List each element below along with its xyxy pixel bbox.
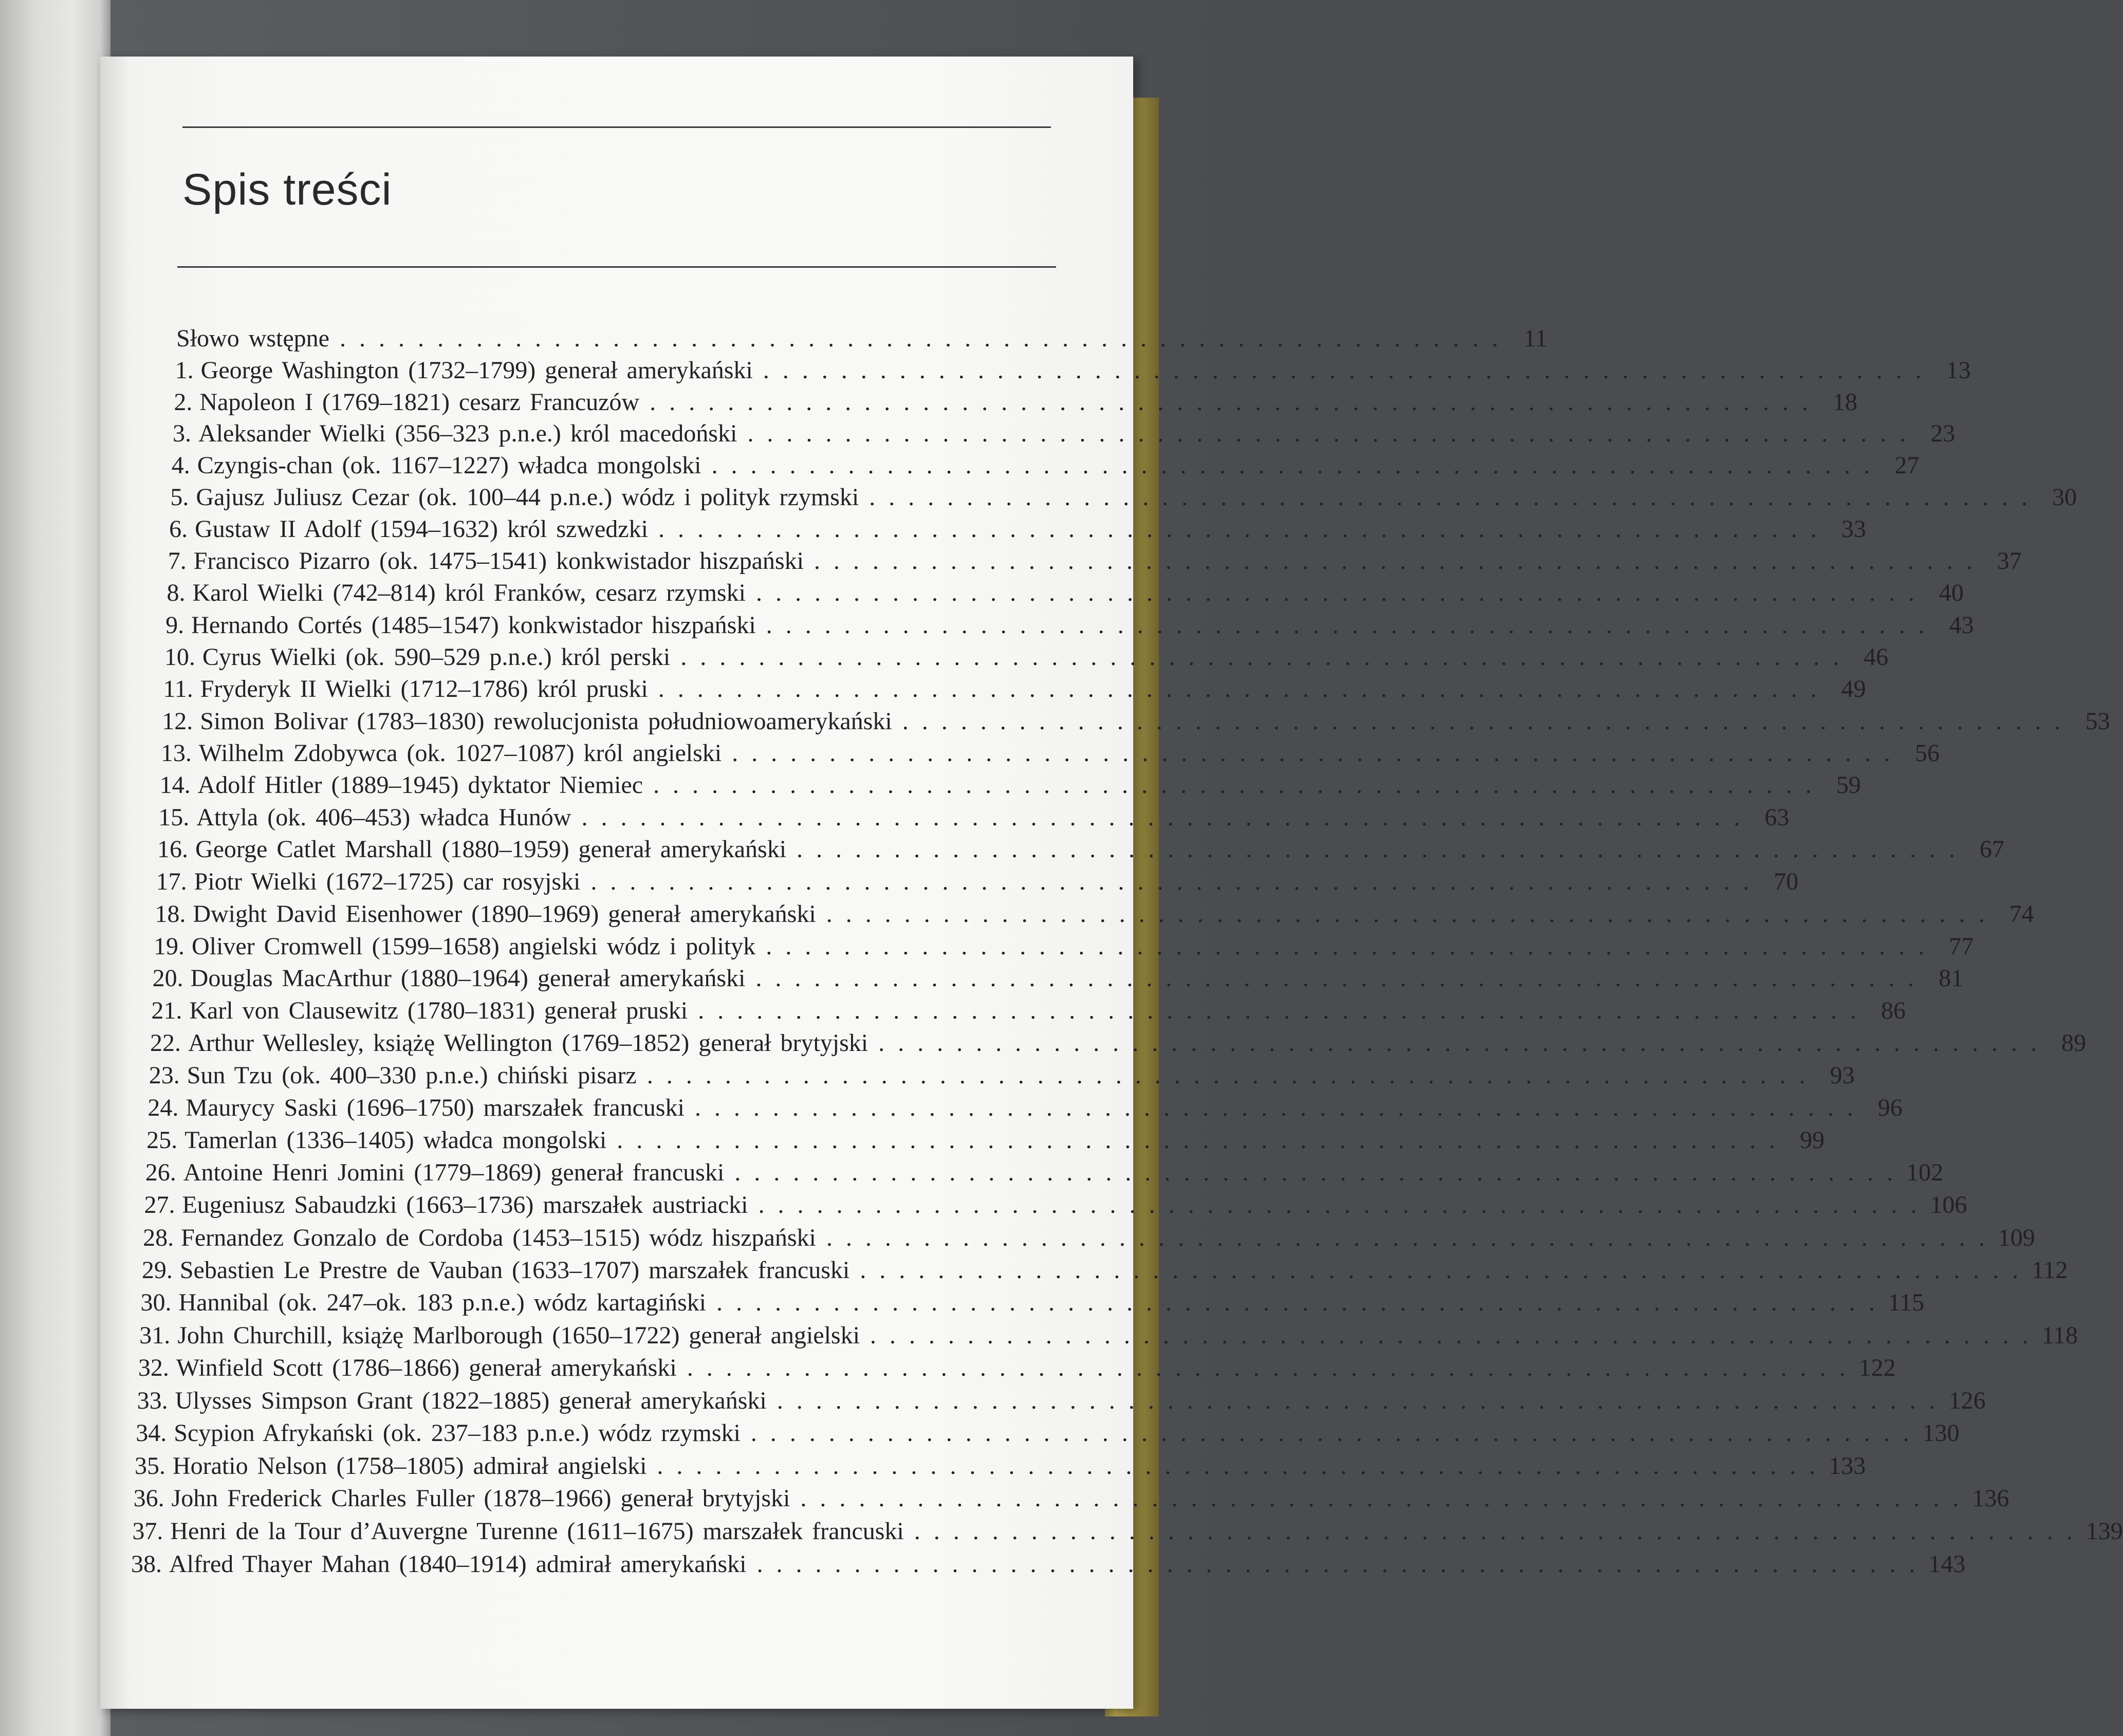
toc-leader-dots: ............................................................ <box>617 1126 1789 1154</box>
toc-entry <box>164 642 1889 672</box>
toc-entry-title: Ulysses Simpson Grant (1822–1885) generał amerykański <box>175 1387 767 1414</box>
toc-entry-number: 5. <box>170 484 189 511</box>
toc-leader-dots: ............................................................ <box>766 932 1938 960</box>
toc-entry-page: 130 <box>1922 1419 1960 1447</box>
toc-entry <box>156 867 1799 897</box>
toc-entry-number: 23. <box>149 1061 180 1089</box>
toc-leader-dots: ............................................................ <box>763 356 1935 384</box>
toc-entry-title: Francisco Pizarro (ok. 1475–1541) konkwistador hiszpański <box>193 547 804 575</box>
toc-entry <box>167 578 1964 608</box>
toc-entry-page: 37 <box>1997 547 2022 575</box>
toc-entry <box>175 356 1971 385</box>
toc-entry <box>132 1517 2123 1546</box>
toc-entry-title: Dwight David Eisenhower (1890–1969) generał amerykański <box>193 900 816 928</box>
toc-entry-number: 11. <box>163 675 193 703</box>
toc-entry <box>157 835 2005 864</box>
toc-entry-number: 10. <box>164 643 195 671</box>
toc-entry <box>163 674 1866 704</box>
toc-leader-dots: ............................................................ <box>755 965 1928 992</box>
toc-leader-dots: ............................................................ <box>734 1159 1907 1187</box>
toc-entry-number: 22. <box>150 1029 181 1057</box>
toc-entry-page: 86 <box>1881 997 1906 1025</box>
toc-entry-page: 112 <box>2032 1256 2068 1284</box>
toc-leader-dots: ............................................................ <box>814 547 1986 575</box>
toc-entry-page: 30 <box>2052 484 2077 511</box>
toc-leader-dots: ............................................................ <box>755 579 1928 607</box>
toc-entry-title: Hernando Cortés (1485–1547) konkwistador hiszpański <box>191 611 756 639</box>
toc-entry-page: 102 <box>1906 1159 1944 1187</box>
toc-leader-dots: ............................................................ <box>658 675 1830 703</box>
toc-entry <box>162 707 2110 736</box>
toc-entry-number: 36. <box>133 1485 164 1512</box>
toc-entry-title: Alfred Thayer Mahan (1840–1914) admirał amerykański <box>169 1550 747 1578</box>
toc-entry-number: 3. <box>173 420 192 448</box>
toc-entry-page: 143 <box>1928 1550 1966 1578</box>
toc-entry-title: Napoleon I (1769–1821) cesarz Francuzów <box>199 388 640 416</box>
toc-entry-title: George Catlet Marshall (1880–1959) generał amerykański <box>195 836 787 863</box>
toc-entry-title: Karl von Clausewitz (1780–1831) generał pruski <box>189 997 688 1025</box>
toc-entry-page: 74 <box>2009 900 2034 928</box>
toc-entry-page: 18 <box>1833 388 1858 416</box>
toc-entry <box>140 1288 1925 1318</box>
toc-entry-number: 37. <box>132 1518 163 1545</box>
toc-entry-number: 24. <box>147 1094 179 1121</box>
toc-entry-page: 109 <box>1998 1224 2035 1251</box>
toc-entry-number: 1. <box>175 356 194 384</box>
toc-leader-dots: ............................................................ <box>800 1485 1972 1512</box>
toc-leader-dots: ............................................................ <box>650 388 1822 416</box>
toc-entry <box>138 1353 1896 1383</box>
page-title: Spis treści <box>182 165 392 214</box>
toc-entry-page: 99 <box>1800 1126 1825 1154</box>
toc-entry-number: 33. <box>137 1387 168 1414</box>
toc-entry <box>158 803 1789 833</box>
toc-leader-dots: ............................................................ <box>766 611 1938 639</box>
toc-entry-number: 8. <box>167 579 186 607</box>
toc-entry <box>147 1093 1903 1123</box>
toc-entry-page: 115 <box>1888 1289 1925 1317</box>
toc-entry-number: 27. <box>144 1191 175 1219</box>
toc-entry-page: 136 <box>1972 1485 2009 1512</box>
toc-entry-title: Karol Wielki (742–814) król Franków, cesarz rzymski <box>192 579 746 607</box>
toc-entry <box>168 546 2022 576</box>
toc-leader-dots: ............................................................ <box>777 1387 1949 1414</box>
toc-leader-dots: ............................................................ <box>711 452 1884 479</box>
toc-entry-number: 38. <box>131 1550 162 1578</box>
toc-entry-page: 43 <box>1949 611 1974 639</box>
toc-entry-page: 118 <box>2041 1321 2078 1349</box>
toc-leader-dots: ............................................................ <box>658 515 1830 543</box>
toc-leader-dots: ............................................................ <box>758 1191 1930 1219</box>
toc-entry-page: 106 <box>1930 1191 1967 1219</box>
toc-entry-page: 77 <box>1949 932 1974 960</box>
toc-entry-number: 9. <box>165 611 184 639</box>
toc-leader-dots: ............................................................ <box>581 803 1753 831</box>
toc-entry-number: 29. <box>141 1256 173 1284</box>
toc-leader-dots: ............................................................ <box>870 1321 2042 1349</box>
toc-entry-title: Aleksander Wielki (356–323 p.n.e.) król macedoński <box>198 420 737 448</box>
toc-entry-title: Scypion Afrykański (ok. 237–183 p.n.e.) wódz rzymski <box>174 1419 741 1447</box>
toc-leader-dots: ............................................................ <box>694 1094 1867 1121</box>
toc-entry-title: Oliver Cromwell (1599–1658) angielski wódz i polityk <box>192 932 756 960</box>
toc-entry-page: 122 <box>1858 1354 1896 1382</box>
toc-leader-dots: ............................................................ <box>878 1029 2051 1057</box>
toc-entry-title: John Churchill, książę Marlborough (1650–1722) generał angielski <box>177 1321 860 1349</box>
toc-entry-title: Arthur Wellesley, książę Wellington (1769–1852) generał brytyjski <box>188 1029 869 1057</box>
toc-entry <box>176 324 1547 354</box>
toc-entry-number: 30. <box>140 1289 172 1317</box>
toc-entry-page: 53 <box>2085 707 2110 735</box>
toc-entry-number: 32. <box>138 1354 169 1382</box>
toc-entry-title: John Frederick Charles Fuller (1878–1966) generał brytyjski <box>171 1485 790 1512</box>
toc-entry <box>145 1158 1944 1188</box>
table-of-contents <box>100 57 2123 1709</box>
toc-leader-dots: ............................................................ <box>826 900 1998 928</box>
toc-entry-title: Sebastien Le Prestre de Vauban (1633–1707) marszałek francuski <box>179 1256 850 1284</box>
toc-entry-number: 13. <box>160 739 192 767</box>
toc-entry <box>150 1028 2087 1058</box>
toc-entry-number: 7. <box>168 547 187 575</box>
toc-entry-title: Winfield Scott (1786–1866) generał amerykański <box>176 1354 677 1382</box>
toc-entry-title: Piotr Wielki (1672–1725) car rosyjski <box>194 868 581 896</box>
toc-leader-dots: ............................................................ <box>826 1224 1998 1251</box>
toc-entry-title: Hannibal (ok. 247–ok. 183 p.n.e.) wódz kartagiński <box>178 1289 706 1317</box>
toc-entry <box>171 451 1919 481</box>
toc-leader-dots: ............................................................ <box>647 1061 1819 1089</box>
toc-entry <box>144 1190 1967 1220</box>
toc-entry-page: 81 <box>1939 965 1964 992</box>
toc-entry <box>165 611 1974 640</box>
toc-entry-title: Gustaw II Adolf (1594–1632) król szwedzki <box>195 515 648 543</box>
toc-entry-title: Simon Bolivar (1783–1830) rewolucjonista południowoamerykański <box>200 707 892 735</box>
toc-entry <box>146 1125 1825 1155</box>
toc-entry-number: 12. <box>162 707 193 735</box>
toc-entry-title: Horatio Nelson (1758–1805) admirał angielski <box>172 1452 647 1480</box>
toc-entry <box>141 1255 2068 1285</box>
toc-entry-number: 17. <box>156 868 187 896</box>
toc-entry <box>154 932 1974 962</box>
toc-entry-number: 2. <box>174 388 193 416</box>
toc-entry-title: Fernandez Gonzalo de Cordoba (1453–1515) wódz hiszpański <box>181 1224 816 1251</box>
toc-entry <box>174 387 1858 417</box>
toc-entry-page: 93 <box>1830 1061 1855 1089</box>
toc-entry-title: Henri de la Tour d’Auvergne Turenne (1611–1675) marszałek francuski <box>170 1518 904 1545</box>
toc-entry-page: 40 <box>1939 579 1964 607</box>
toc-entry <box>151 996 1906 1026</box>
toc-entry <box>139 1321 2078 1351</box>
toc-entry-page: 27 <box>1894 452 1919 479</box>
toc-entry <box>155 899 2034 929</box>
toc-leader-dots: ............................................................ <box>797 836 1969 863</box>
toc-entry-page: 56 <box>1915 739 1940 767</box>
toc-entry-title: Cyrus Wielki (ok. 590–529 p.n.e.) król perski <box>202 643 671 671</box>
toc-entry-title: Tamerlan (1336–1405) władca mongolski <box>184 1126 607 1154</box>
toc-entry-number: 21. <box>151 997 182 1025</box>
toc-entry-number: 31. <box>139 1321 171 1349</box>
toc-entry-page: 67 <box>1980 836 2005 863</box>
toc-entry-page: 139 <box>2085 1518 2123 1545</box>
toc-entry-page: 70 <box>1774 868 1799 896</box>
toc-entry <box>170 483 2077 512</box>
toc-entry-number: 20. <box>152 965 183 992</box>
toc-entry <box>136 1418 1960 1448</box>
toc-entry <box>152 964 1964 993</box>
toc-leader-dots: ............................................................ <box>869 484 2041 511</box>
toc-entry-number: 19. <box>154 932 184 960</box>
toc-entry-page: 126 <box>1948 1387 1986 1414</box>
toc-entry-title: Attyla (ok. 406–453) władca Hunów <box>196 803 571 831</box>
toc-entry-number: 15. <box>158 803 190 831</box>
toc-entry-title: Fryderyk II Wielki (1712–1786) król pruski <box>200 675 648 703</box>
left-page <box>0 0 110 1736</box>
toc-entry-page: 49 <box>1841 675 1866 703</box>
toc-entry-title: Adolf Hitler (1889–1945) dyktator Niemiec <box>197 771 643 799</box>
toc-leader-dots: ............................................................ <box>698 997 1870 1025</box>
toc-entry-title: Słowo wstępne <box>176 325 329 352</box>
book-page <box>100 57 2123 1709</box>
toc-entry <box>159 770 1861 800</box>
toc-entry <box>133 1484 2009 1513</box>
toc-entry-page: 59 <box>1836 771 1861 799</box>
toc-entry-number: 6. <box>169 515 188 543</box>
toc-entry-page: 63 <box>1764 803 1789 831</box>
toc-entry-page: 96 <box>1877 1094 1903 1121</box>
toc-entry-title: Eugeniusz Sabaudzki (1663–1736) marszałek austriacki <box>182 1191 748 1219</box>
toc-entry <box>160 738 1940 768</box>
toc-entry <box>134 1451 1866 1481</box>
toc-entry-number: 14. <box>159 771 191 799</box>
toc-entry-title: Sun Tzu (ok. 400–330 p.n.e.) chiński pisarz <box>187 1061 637 1089</box>
toc-leader-dots: ............................................................ <box>716 1289 1888 1317</box>
toc-entry-page: 89 <box>2061 1029 2087 1057</box>
toc-leader-dots: ............................................................ <box>339 325 1511 352</box>
toc-entry-number: 26. <box>145 1159 176 1187</box>
toc-entry <box>149 1061 1855 1091</box>
toc-leader-dots: ............................................................ <box>756 1550 1929 1578</box>
toc-entry-title: Czyngis-chan (ok. 1167–1227) władca mongolski <box>197 452 701 479</box>
toc-leader-dots: ............................................................ <box>732 739 1904 767</box>
toc-leader-dots: ............................................................ <box>860 1256 2032 1284</box>
toc-entry-number: 25. <box>146 1126 178 1154</box>
toc-entry-page: 23 <box>1930 420 1955 448</box>
toc-entry <box>137 1386 1986 1416</box>
toc-entry <box>169 514 1866 544</box>
toc-entry-page: 46 <box>1863 643 1889 671</box>
toc-entry <box>173 419 1955 449</box>
toc-entry-number: 34. <box>136 1419 167 1447</box>
toc-leader-dots: ............................................................ <box>687 1354 1859 1382</box>
toc-leader-dots: ............................................................ <box>914 1518 2086 1545</box>
toc-leader-dots: ............................................................ <box>653 771 1825 799</box>
toc-entry-page: 33 <box>1841 515 1866 543</box>
toc-entry-title: Maurycy Saski (1696–1750) marszałek francuski <box>186 1094 685 1121</box>
toc-entry-title: George Washington (1732–1799) generał amerykański <box>200 356 753 384</box>
toc-entry-page: 133 <box>1829 1452 1866 1480</box>
toc-entry <box>131 1549 1966 1579</box>
toc-leader-dots: ............................................................ <box>590 868 1763 896</box>
toc-entry-title: Wilhelm Zdobywca (ok. 1027–1087) król angielski <box>198 739 722 767</box>
toc-entry-page: 13 <box>1946 356 1971 384</box>
toc-entry-number: 16. <box>157 836 188 863</box>
toc-entry-title: Antoine Henri Jomini (1779–1869) generał francuski <box>183 1159 725 1187</box>
toc-entry-number: 18. <box>155 900 186 928</box>
toc-leader-dots: ............................................................ <box>902 707 2074 735</box>
toc-entry-page: 11 <box>1523 325 1547 352</box>
toc-entry <box>143 1223 2035 1253</box>
toc-entry-number: 35. <box>134 1452 165 1480</box>
toc-leader-dots: ............................................................ <box>747 420 1919 448</box>
toc-leader-dots: ............................................................ <box>657 1452 1829 1480</box>
toc-entry-title: Gajusz Juliusz Cezar (ok. 100–44 p.n.e.) wódz i polityk rzymski <box>196 484 859 511</box>
toc-entry-title: Douglas MacArthur (1880–1964) generał amerykański <box>190 965 746 992</box>
toc-entry-number: 28. <box>143 1224 174 1251</box>
toc-leader-dots: ............................................................ <box>680 643 1853 671</box>
toc-entry-number: 4. <box>171 452 190 479</box>
toc-leader-dots: ............................................................ <box>750 1419 1923 1447</box>
